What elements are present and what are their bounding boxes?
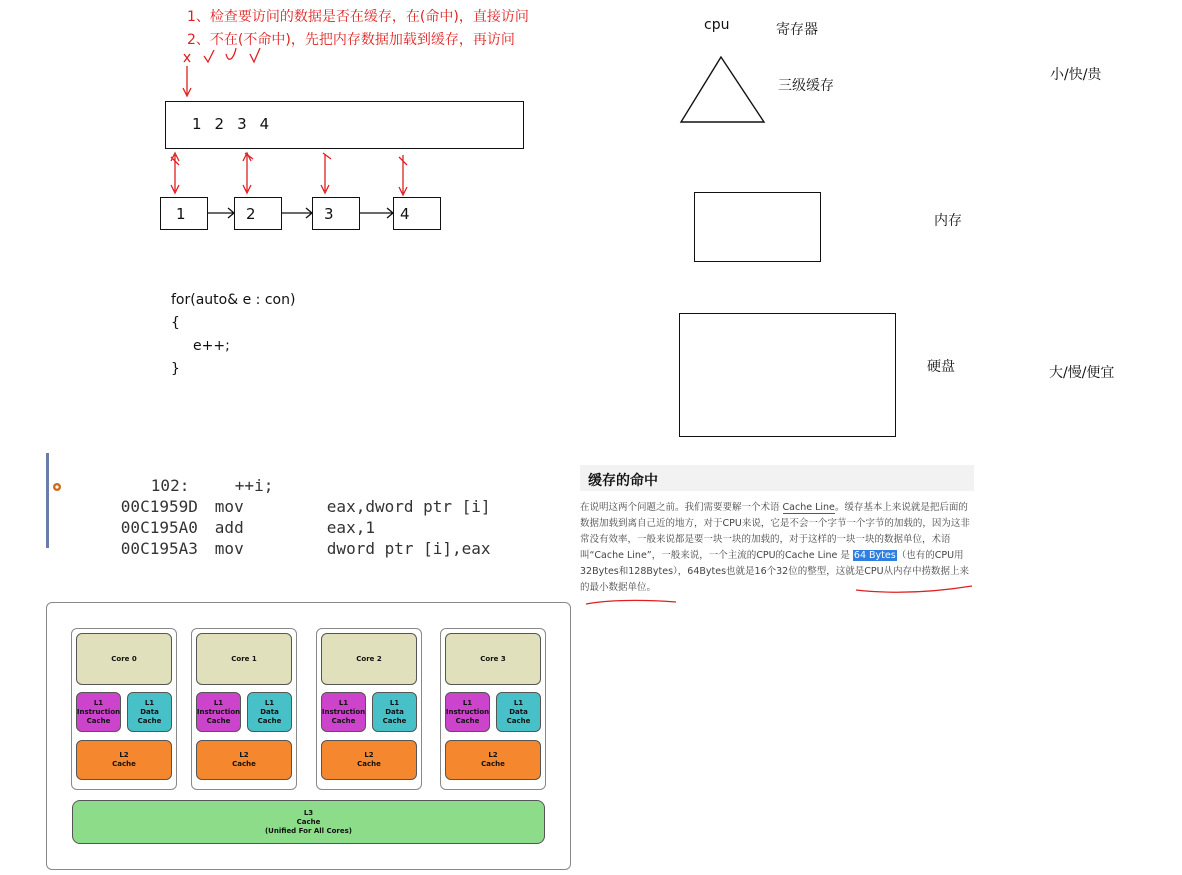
asm-operands: eax,dword ptr [i] bbox=[326, 497, 491, 516]
core-chip: Core 3 bbox=[445, 633, 541, 685]
cache-miss-note: 2、不在(不命中)，先把内存数据加载到缓存，再访问 bbox=[187, 32, 515, 48]
l1-instruction-cache: L1 Instruction Cache bbox=[196, 692, 241, 732]
list-link-arrows bbox=[208, 205, 394, 221]
array-cell: 1 bbox=[192, 115, 202, 133]
list-node-value: 2 bbox=[246, 205, 256, 223]
asm-address: 00C195A0 bbox=[120, 518, 198, 537]
article-term: Cache Line bbox=[782, 502, 835, 513]
list-node-value: 4 bbox=[400, 205, 410, 223]
breakpoint-icon bbox=[52, 482, 62, 492]
core-chip: Core 1 bbox=[196, 633, 292, 685]
speed-cost-top-label: 小/快/贵 bbox=[1050, 67, 1102, 83]
asm-address: 00C195A3 bbox=[120, 539, 198, 558]
hit-miss-marks bbox=[178, 44, 268, 100]
article-title: 缓存的命中 bbox=[580, 465, 974, 491]
array-cell: 4 bbox=[259, 115, 270, 133]
array-values bbox=[192, 115, 269, 133]
l2-cache: L2 Cache bbox=[76, 740, 172, 780]
l3-cache-label: 三级缓存 bbox=[778, 78, 834, 94]
article-underlines bbox=[580, 578, 980, 610]
l2-cache: L2 Cache bbox=[321, 740, 417, 780]
l2-cache: L2 Cache bbox=[445, 740, 541, 780]
disk-label: 硬盘 bbox=[927, 359, 955, 375]
l1-instruction-cache: L1 Instruction Cache bbox=[76, 692, 121, 732]
asm-line bbox=[63, 457, 491, 495]
disassembly-code bbox=[63, 457, 491, 558]
article-text: 。缓存基本上来说就是把后面的数据加载到离自己近的地方，对于CPU来说，它是不会一个字节一个字节的加载的，因为这非常没有效率，一般来说都是要一块一块的加载的，对于这样的一块一块的数据单位，术语叫“Cache Line”，一般来说，一个主流的CPU的Cache Line 是 bbox=[580, 502, 970, 561]
registers-label: 寄存器 bbox=[776, 22, 818, 38]
asm-opcode: mov bbox=[214, 539, 244, 558]
range-for-code bbox=[171, 289, 295, 381]
code-line: e++; bbox=[193, 338, 230, 354]
asm-source-line-number: 102: bbox=[150, 476, 190, 495]
cpu-label: cpu bbox=[704, 17, 730, 33]
code-line: for(auto& e : con) bbox=[171, 292, 296, 308]
memory-box bbox=[694, 192, 821, 262]
core-chip: Core 2 bbox=[321, 633, 417, 685]
l1-instruction-cache: L1 Instruction Cache bbox=[321, 692, 366, 732]
asm-operands: eax,1 bbox=[326, 518, 375, 537]
cache-hit-note: 1、检查要访问的数据是否在缓存，在(命中)，直接访问 bbox=[187, 9, 529, 25]
speed-cost-bottom-label: 大/慢/便宜 bbox=[1049, 365, 1115, 381]
l1-data-cache: L1 Data Cache bbox=[247, 692, 292, 732]
article-text: （也有的CPU用32Bytes和128Bytes），64Bytes也就是16个32位的整型，这就是CPU从内存中捞数据上来的最小数据单位。 bbox=[580, 550, 970, 593]
asm-opcode: mov bbox=[214, 497, 244, 516]
disk-box bbox=[679, 313, 896, 437]
asm-source-statement: ++i; bbox=[234, 476, 274, 495]
load-arrows bbox=[165, 149, 425, 201]
asm-opcode: add bbox=[214, 518, 244, 537]
list-node-value: 1 bbox=[176, 205, 186, 223]
core-chip: Core 0 bbox=[76, 633, 172, 685]
l1-data-cache: L1 Data Cache bbox=[372, 692, 417, 732]
l1-data-cache: L1 Data Cache bbox=[496, 692, 541, 732]
list-node-value: 3 bbox=[324, 205, 334, 223]
code-line: } bbox=[171, 361, 180, 377]
l2-cache: L2 Cache bbox=[196, 740, 292, 780]
code-line: { bbox=[171, 315, 180, 331]
asm-operands: dword ptr [i],eax bbox=[326, 539, 491, 558]
cpu-triangle bbox=[678, 55, 768, 125]
article-text: 在说明这两个问题之前。我们需要要解一个术语 bbox=[580, 502, 783, 513]
array-cell: 3 bbox=[237, 115, 247, 133]
array-cell: 2 bbox=[214, 115, 225, 133]
article-highlight: 64 Bytes bbox=[853, 550, 896, 561]
l1-data-cache: L1 Data Cache bbox=[127, 692, 172, 732]
disassembly-panel bbox=[46, 453, 499, 558]
l3-cache: L3 Cache (Unified For All Cores) bbox=[72, 800, 545, 844]
l1-instruction-cache: L1 Instruction Cache bbox=[445, 692, 490, 732]
asm-address: 00C1959D bbox=[120, 497, 198, 516]
memory-label: 内存 bbox=[934, 213, 962, 229]
